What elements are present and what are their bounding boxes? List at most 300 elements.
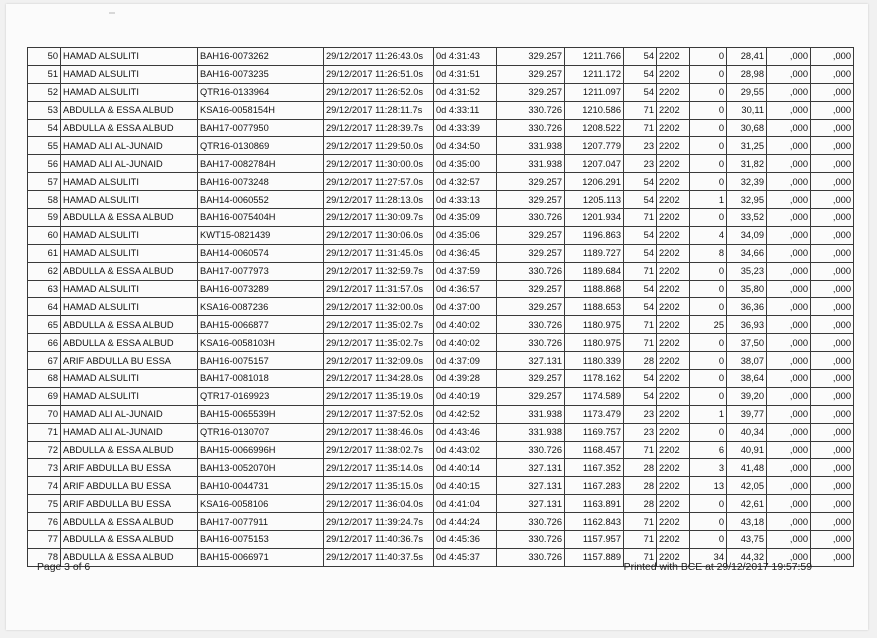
value-cell: ,000 bbox=[767, 155, 811, 173]
distance-cell: 330.726 bbox=[497, 334, 565, 352]
bird-count-cell: 54 bbox=[624, 280, 657, 298]
bird-count-cell: 23 bbox=[624, 155, 657, 173]
speed-cell: 1168.457 bbox=[565, 441, 624, 459]
bird-count-cell: 28 bbox=[624, 477, 657, 495]
code-cell: 2202 bbox=[657, 513, 690, 531]
flight-duration-cell: 0d 4:37:09 bbox=[434, 352, 497, 370]
position-value-cell: 25 bbox=[690, 316, 727, 334]
row-number-cell: 60 bbox=[28, 226, 61, 244]
owner-name-cell: ARIF ABDULLA BU ESSA bbox=[61, 495, 198, 513]
bird-count-cell: 23 bbox=[624, 423, 657, 441]
distance-cell: 330.726 bbox=[497, 548, 565, 566]
value-cell: ,000 bbox=[767, 531, 811, 549]
arrival-time-cell: 29/12/2017 11:27:57.0s bbox=[324, 173, 434, 191]
results-table-body bbox=[28, 48, 854, 567]
ring-number-cell: BAH15-0065539H bbox=[198, 405, 324, 423]
arrival-time-cell: 29/12/2017 11:30:09.7s bbox=[324, 209, 434, 227]
printed-timestamp: Printed with BCE at 29/12/2017 19:57:59 bbox=[623, 562, 812, 573]
ring-number-cell: BAH15-0066971 bbox=[198, 548, 324, 566]
row-number-cell: 65 bbox=[28, 316, 61, 334]
value-cell: ,000 bbox=[811, 352, 854, 370]
table-row bbox=[28, 477, 854, 495]
arrival-time-cell: 29/12/2017 11:34:28.0s bbox=[324, 370, 434, 388]
speed-cell: 1157.957 bbox=[565, 531, 624, 549]
row-number-cell: 58 bbox=[28, 191, 61, 209]
position-value-cell: 6 bbox=[690, 441, 727, 459]
position-value-cell: 8 bbox=[690, 244, 727, 262]
percent-cell: 28,98 bbox=[727, 65, 767, 83]
percent-cell: 29,55 bbox=[727, 83, 767, 101]
flight-duration-cell: 0d 4:39:28 bbox=[434, 370, 497, 388]
distance-cell: 330.726 bbox=[497, 209, 565, 227]
flight-duration-cell: 0d 4:41:04 bbox=[434, 495, 497, 513]
position-value-cell: 0 bbox=[690, 531, 727, 549]
row-number-cell: 70 bbox=[28, 405, 61, 423]
value-cell: ,000 bbox=[767, 423, 811, 441]
flight-duration-cell: 0d 4:33:13 bbox=[434, 191, 497, 209]
distance-cell: 330.726 bbox=[497, 101, 565, 119]
table-row bbox=[28, 226, 854, 244]
ring-number-cell: QTR16-0130707 bbox=[198, 423, 324, 441]
value-cell: ,000 bbox=[767, 101, 811, 119]
owner-name-cell: HAMAD ALSULITI bbox=[61, 65, 198, 83]
value-cell: ,000 bbox=[811, 298, 854, 316]
code-cell: 2202 bbox=[657, 155, 690, 173]
position-value-cell: 1 bbox=[690, 405, 727, 423]
table-row bbox=[28, 441, 854, 459]
percent-cell: 30,68 bbox=[727, 119, 767, 137]
value-cell: ,000 bbox=[811, 119, 854, 137]
flight-duration-cell: 0d 4:40:14 bbox=[434, 459, 497, 477]
value-cell: ,000 bbox=[767, 495, 811, 513]
ring-number-cell: BAH13-0052070H bbox=[198, 459, 324, 477]
speed-cell: 1211.766 bbox=[565, 48, 624, 66]
percent-cell: 31,82 bbox=[727, 155, 767, 173]
paper-mark bbox=[109, 12, 115, 14]
ring-number-cell: BAH14-0060552 bbox=[198, 191, 324, 209]
value-cell: ,000 bbox=[811, 280, 854, 298]
row-number-cell: 68 bbox=[28, 370, 61, 388]
distance-cell: 329.257 bbox=[497, 226, 565, 244]
position-value-cell: 34 bbox=[690, 548, 727, 566]
value-cell: ,000 bbox=[811, 405, 854, 423]
code-cell: 2202 bbox=[657, 477, 690, 495]
row-number-cell: 76 bbox=[28, 513, 61, 531]
percent-cell: 34,09 bbox=[727, 226, 767, 244]
percent-cell: 39,77 bbox=[727, 405, 767, 423]
value-cell: ,000 bbox=[811, 531, 854, 549]
owner-name-cell: ABDULLA & ESSA ALBUD bbox=[61, 262, 198, 280]
value-cell: ,000 bbox=[811, 477, 854, 495]
position-value-cell: 0 bbox=[690, 101, 727, 119]
bird-count-cell: 54 bbox=[624, 173, 657, 191]
bird-count-cell: 71 bbox=[624, 548, 657, 566]
speed-cell: 1205.113 bbox=[565, 191, 624, 209]
value-cell: ,000 bbox=[767, 119, 811, 137]
value-cell: ,000 bbox=[811, 441, 854, 459]
row-number-cell: 53 bbox=[28, 101, 61, 119]
percent-cell: 36,36 bbox=[727, 298, 767, 316]
owner-name-cell: HAMAD ALSULITI bbox=[61, 387, 198, 405]
code-cell: 2202 bbox=[657, 137, 690, 155]
row-number-cell: 55 bbox=[28, 137, 61, 155]
position-value-cell: 1 bbox=[690, 191, 727, 209]
speed-cell: 1180.339 bbox=[565, 352, 624, 370]
speed-cell: 1180.975 bbox=[565, 334, 624, 352]
code-cell: 2202 bbox=[657, 423, 690, 441]
ring-number-cell: BAH16-0075404H bbox=[198, 209, 324, 227]
owner-name-cell: HAMAD ALSULITI bbox=[61, 226, 198, 244]
value-cell: ,000 bbox=[767, 262, 811, 280]
ring-number-cell: KWT15-0821439 bbox=[198, 226, 324, 244]
table-row bbox=[28, 101, 854, 119]
value-cell: ,000 bbox=[811, 173, 854, 191]
value-cell: ,000 bbox=[767, 441, 811, 459]
arrival-time-cell: 29/12/2017 11:26:51.0s bbox=[324, 65, 434, 83]
speed-cell: 1196.863 bbox=[565, 226, 624, 244]
row-number-cell: 66 bbox=[28, 334, 61, 352]
owner-name-cell: HAMAD ALSULITI bbox=[61, 173, 198, 191]
bird-count-cell: 71 bbox=[624, 334, 657, 352]
flight-duration-cell: 0d 4:40:02 bbox=[434, 316, 497, 334]
arrival-time-cell: 29/12/2017 11:30:06.0s bbox=[324, 226, 434, 244]
row-number-cell: 77 bbox=[28, 531, 61, 549]
ring-number-cell: BAH14-0060574 bbox=[198, 244, 324, 262]
arrival-time-cell: 29/12/2017 11:31:57.0s bbox=[324, 280, 434, 298]
position-value-cell: 0 bbox=[690, 513, 727, 531]
row-number-cell: 63 bbox=[28, 280, 61, 298]
bird-count-cell: 54 bbox=[624, 387, 657, 405]
value-cell: ,000 bbox=[811, 209, 854, 227]
value-cell: ,000 bbox=[811, 387, 854, 405]
code-cell: 2202 bbox=[657, 101, 690, 119]
speed-cell: 1163.891 bbox=[565, 495, 624, 513]
position-value-cell: 0 bbox=[690, 65, 727, 83]
bird-count-cell: 71 bbox=[624, 262, 657, 280]
percent-cell: 32,95 bbox=[727, 191, 767, 209]
code-cell: 2202 bbox=[657, 495, 690, 513]
value-cell: ,000 bbox=[811, 334, 854, 352]
value-cell: ,000 bbox=[767, 209, 811, 227]
position-value-cell: 0 bbox=[690, 423, 727, 441]
owner-name-cell: HAMAD ALSULITI bbox=[61, 370, 198, 388]
percent-cell: 38,07 bbox=[727, 352, 767, 370]
value-cell: ,000 bbox=[767, 352, 811, 370]
owner-name-cell: HAMAD ALI AL-JUNAID bbox=[61, 405, 198, 423]
owner-name-cell: HAMAD ALSULITI bbox=[61, 280, 198, 298]
flight-duration-cell: 0d 4:37:00 bbox=[434, 298, 497, 316]
flight-duration-cell: 0d 4:31:51 bbox=[434, 65, 497, 83]
ring-number-cell: KSA16-0058154H bbox=[198, 101, 324, 119]
arrival-time-cell: 29/12/2017 11:40:37.5s bbox=[324, 548, 434, 566]
speed-cell: 1169.757 bbox=[565, 423, 624, 441]
arrival-time-cell: 29/12/2017 11:28:13.0s bbox=[324, 191, 434, 209]
position-value-cell: 0 bbox=[690, 495, 727, 513]
table-row bbox=[28, 298, 854, 316]
bird-count-cell: 54 bbox=[624, 48, 657, 66]
bird-count-cell: 54 bbox=[624, 370, 657, 388]
bird-count-cell: 54 bbox=[624, 83, 657, 101]
arrival-time-cell: 29/12/2017 11:35:02.7s bbox=[324, 316, 434, 334]
value-cell: ,000 bbox=[811, 65, 854, 83]
flight-duration-cell: 0d 4:37:59 bbox=[434, 262, 497, 280]
percent-cell: 43,75 bbox=[727, 531, 767, 549]
flight-duration-cell: 0d 4:35:00 bbox=[434, 155, 497, 173]
value-cell: ,000 bbox=[811, 244, 854, 262]
flight-duration-cell: 0d 4:34:50 bbox=[434, 137, 497, 155]
value-cell: ,000 bbox=[767, 405, 811, 423]
row-number-cell: 74 bbox=[28, 477, 61, 495]
ring-number-cell: QTR16-0130869 bbox=[198, 137, 324, 155]
position-value-cell: 0 bbox=[690, 48, 727, 66]
value-cell: ,000 bbox=[767, 244, 811, 262]
distance-cell: 329.257 bbox=[497, 83, 565, 101]
table-row bbox=[28, 459, 854, 477]
arrival-time-cell: 29/12/2017 11:28:39.7s bbox=[324, 119, 434, 137]
ring-number-cell: BAH15-0066996H bbox=[198, 441, 324, 459]
code-cell: 2202 bbox=[657, 441, 690, 459]
arrival-time-cell: 29/12/2017 11:39:24.7s bbox=[324, 513, 434, 531]
arrival-time-cell: 29/12/2017 11:38:02.7s bbox=[324, 441, 434, 459]
arrival-time-cell: 29/12/2017 11:26:43.0s bbox=[324, 48, 434, 66]
speed-cell: 1189.727 bbox=[565, 244, 624, 262]
value-cell: ,000 bbox=[767, 513, 811, 531]
code-cell: 2202 bbox=[657, 226, 690, 244]
bird-count-cell: 23 bbox=[624, 137, 657, 155]
flight-duration-cell: 0d 4:43:46 bbox=[434, 423, 497, 441]
distance-cell: 329.257 bbox=[497, 48, 565, 66]
flight-duration-cell: 0d 4:35:06 bbox=[434, 226, 497, 244]
distance-cell: 330.726 bbox=[497, 316, 565, 334]
percent-cell: 35,80 bbox=[727, 280, 767, 298]
table-row bbox=[28, 83, 854, 101]
table-row bbox=[28, 495, 854, 513]
arrival-time-cell: 29/12/2017 11:36:04.0s bbox=[324, 495, 434, 513]
value-cell: ,000 bbox=[811, 316, 854, 334]
speed-cell: 1167.352 bbox=[565, 459, 624, 477]
position-value-cell: 13 bbox=[690, 477, 727, 495]
table-row bbox=[28, 387, 854, 405]
table-row bbox=[28, 316, 854, 334]
flight-duration-cell: 0d 4:40:19 bbox=[434, 387, 497, 405]
value-cell: ,000 bbox=[767, 280, 811, 298]
bird-count-cell: 71 bbox=[624, 513, 657, 531]
distance-cell: 329.257 bbox=[497, 280, 565, 298]
distance-cell: 329.257 bbox=[497, 244, 565, 262]
distance-cell: 329.257 bbox=[497, 191, 565, 209]
speed-cell: 1174.589 bbox=[565, 387, 624, 405]
speed-cell: 1188.868 bbox=[565, 280, 624, 298]
ring-number-cell: KSA16-0058106 bbox=[198, 495, 324, 513]
percent-cell: 31,25 bbox=[727, 137, 767, 155]
distance-cell: 327.131 bbox=[497, 459, 565, 477]
value-cell: ,000 bbox=[811, 548, 854, 566]
code-cell: 2202 bbox=[657, 119, 690, 137]
bird-count-cell: 71 bbox=[624, 441, 657, 459]
code-cell: 2202 bbox=[657, 173, 690, 191]
bird-count-cell: 71 bbox=[624, 119, 657, 137]
percent-cell: 33,52 bbox=[727, 209, 767, 227]
table-row bbox=[28, 65, 854, 83]
code-cell: 2202 bbox=[657, 370, 690, 388]
table-row bbox=[28, 423, 854, 441]
code-cell: 2202 bbox=[657, 531, 690, 549]
value-cell: ,000 bbox=[811, 101, 854, 119]
code-cell: 2202 bbox=[657, 387, 690, 405]
distance-cell: 330.726 bbox=[497, 531, 565, 549]
percent-cell: 37,50 bbox=[727, 334, 767, 352]
position-value-cell: 0 bbox=[690, 209, 727, 227]
row-number-cell: 71 bbox=[28, 423, 61, 441]
percent-cell: 39,20 bbox=[727, 387, 767, 405]
table-row bbox=[28, 244, 854, 262]
code-cell: 2202 bbox=[657, 244, 690, 262]
row-number-cell: 75 bbox=[28, 495, 61, 513]
bird-count-cell: 54 bbox=[624, 65, 657, 83]
speed-cell: 1157.889 bbox=[565, 548, 624, 566]
owner-name-cell: HAMAD ALSULITI bbox=[61, 48, 198, 66]
arrival-time-cell: 29/12/2017 11:26:52.0s bbox=[324, 83, 434, 101]
value-cell: ,000 bbox=[767, 65, 811, 83]
results-table bbox=[27, 47, 854, 567]
speed-cell: 1162.843 bbox=[565, 513, 624, 531]
ring-number-cell: BAH10-0044731 bbox=[198, 477, 324, 495]
distance-cell: 329.257 bbox=[497, 65, 565, 83]
value-cell: ,000 bbox=[811, 191, 854, 209]
table-row bbox=[28, 48, 854, 66]
distance-cell: 330.726 bbox=[497, 119, 565, 137]
position-value-cell: 0 bbox=[690, 83, 727, 101]
speed-cell: 1206.291 bbox=[565, 173, 624, 191]
percent-cell: 38,64 bbox=[727, 370, 767, 388]
bird-count-cell: 54 bbox=[624, 298, 657, 316]
row-number-cell: 50 bbox=[28, 48, 61, 66]
arrival-time-cell: 29/12/2017 11:35:19.0s bbox=[324, 387, 434, 405]
value-cell: ,000 bbox=[767, 137, 811, 155]
position-value-cell: 0 bbox=[690, 262, 727, 280]
bird-count-cell: 23 bbox=[624, 405, 657, 423]
distance-cell: 330.726 bbox=[497, 262, 565, 280]
code-cell: 2202 bbox=[657, 280, 690, 298]
bird-count-cell: 28 bbox=[624, 495, 657, 513]
speed-cell: 1207.047 bbox=[565, 155, 624, 173]
percent-cell: 41,48 bbox=[727, 459, 767, 477]
distance-cell: 330.726 bbox=[497, 441, 565, 459]
ring-number-cell: BAH17-0077973 bbox=[198, 262, 324, 280]
value-cell: ,000 bbox=[811, 48, 854, 66]
percent-cell: 28,41 bbox=[727, 48, 767, 66]
position-value-cell: 4 bbox=[690, 226, 727, 244]
bird-count-cell: 71 bbox=[624, 209, 657, 227]
row-number-cell: 57 bbox=[28, 173, 61, 191]
arrival-time-cell: 29/12/2017 11:28:11.7s bbox=[324, 101, 434, 119]
table-row bbox=[28, 209, 854, 227]
table-row bbox=[28, 191, 854, 209]
owner-name-cell: HAMAD ALI AL-JUNAID bbox=[61, 155, 198, 173]
flight-duration-cell: 0d 4:36:57 bbox=[434, 280, 497, 298]
flight-duration-cell: 0d 4:33:39 bbox=[434, 119, 497, 137]
table-row bbox=[28, 531, 854, 549]
flight-duration-cell: 0d 4:45:36 bbox=[434, 531, 497, 549]
speed-cell: 1211.097 bbox=[565, 83, 624, 101]
distance-cell: 327.131 bbox=[497, 477, 565, 495]
value-cell: ,000 bbox=[767, 548, 811, 566]
distance-cell: 331.938 bbox=[497, 405, 565, 423]
percent-cell: 36,93 bbox=[727, 316, 767, 334]
bird-count-cell: 71 bbox=[624, 316, 657, 334]
ring-number-cell: QTR16-0133964 bbox=[198, 83, 324, 101]
arrival-time-cell: 29/12/2017 11:35:02.7s bbox=[324, 334, 434, 352]
row-number-cell: 56 bbox=[28, 155, 61, 173]
speed-cell: 1201.934 bbox=[565, 209, 624, 227]
owner-name-cell: HAMAD ALSULITI bbox=[61, 244, 198, 262]
position-value-cell: 0 bbox=[690, 334, 727, 352]
owner-name-cell: ABDULLA & ESSA ALBUD bbox=[61, 101, 198, 119]
value-cell: ,000 bbox=[767, 459, 811, 477]
position-value-cell: 0 bbox=[690, 298, 727, 316]
ring-number-cell: BAH15-0066877 bbox=[198, 316, 324, 334]
value-cell: ,000 bbox=[767, 334, 811, 352]
row-number-cell: 52 bbox=[28, 83, 61, 101]
flight-duration-cell: 0d 4:32:57 bbox=[434, 173, 497, 191]
value-cell: ,000 bbox=[811, 226, 854, 244]
percent-cell: 40,91 bbox=[727, 441, 767, 459]
distance-cell: 329.257 bbox=[497, 387, 565, 405]
value-cell: ,000 bbox=[811, 83, 854, 101]
speed-cell: 1167.283 bbox=[565, 477, 624, 495]
flight-duration-cell: 0d 4:31:52 bbox=[434, 83, 497, 101]
code-cell: 2202 bbox=[657, 405, 690, 423]
owner-name-cell: HAMAD ALSULITI bbox=[61, 298, 198, 316]
owner-name-cell: HAMAD ALSULITI bbox=[61, 83, 198, 101]
ring-number-cell: BAH16-0073289 bbox=[198, 280, 324, 298]
bird-count-cell: 54 bbox=[624, 226, 657, 244]
code-cell: 2202 bbox=[657, 316, 690, 334]
percent-cell: 43,18 bbox=[727, 513, 767, 531]
bird-count-cell: 54 bbox=[624, 191, 657, 209]
arrival-time-cell: 29/12/2017 11:35:15.0s bbox=[324, 477, 434, 495]
percent-cell: 44,32 bbox=[727, 548, 767, 566]
table-row bbox=[28, 334, 854, 352]
owner-name-cell: HAMAD ALSULITI bbox=[61, 191, 198, 209]
row-number-cell: 78 bbox=[28, 548, 61, 566]
flight-duration-cell: 0d 4:31:43 bbox=[434, 48, 497, 66]
distance-cell: 327.131 bbox=[497, 495, 565, 513]
owner-name-cell: ABDULLA & ESSA ALBUD bbox=[61, 334, 198, 352]
table-row bbox=[28, 405, 854, 423]
speed-cell: 1211.172 bbox=[565, 65, 624, 83]
code-cell: 2202 bbox=[657, 209, 690, 227]
row-number-cell: 72 bbox=[28, 441, 61, 459]
bird-count-cell: 28 bbox=[624, 459, 657, 477]
value-cell: ,000 bbox=[811, 513, 854, 531]
bird-count-cell: 28 bbox=[624, 352, 657, 370]
arrival-time-cell: 29/12/2017 11:29:50.0s bbox=[324, 137, 434, 155]
arrival-time-cell: 29/12/2017 11:35:14.0s bbox=[324, 459, 434, 477]
ring-number-cell: BAH16-0075153 bbox=[198, 531, 324, 549]
table-row bbox=[28, 137, 854, 155]
ring-number-cell: KSA16-0058103H bbox=[198, 334, 324, 352]
row-number-cell: 62 bbox=[28, 262, 61, 280]
flight-duration-cell: 0d 4:45:37 bbox=[434, 548, 497, 566]
row-number-cell: 61 bbox=[28, 244, 61, 262]
percent-cell: 42,05 bbox=[727, 477, 767, 495]
owner-name-cell: ABDULLA & ESSA ALBUD bbox=[61, 441, 198, 459]
distance-cell: 327.131 bbox=[497, 352, 565, 370]
row-number-cell: 69 bbox=[28, 387, 61, 405]
owner-name-cell: ABDULLA & ESSA ALBUD bbox=[61, 209, 198, 227]
owner-name-cell: ABDULLA & ESSA ALBUD bbox=[61, 316, 198, 334]
